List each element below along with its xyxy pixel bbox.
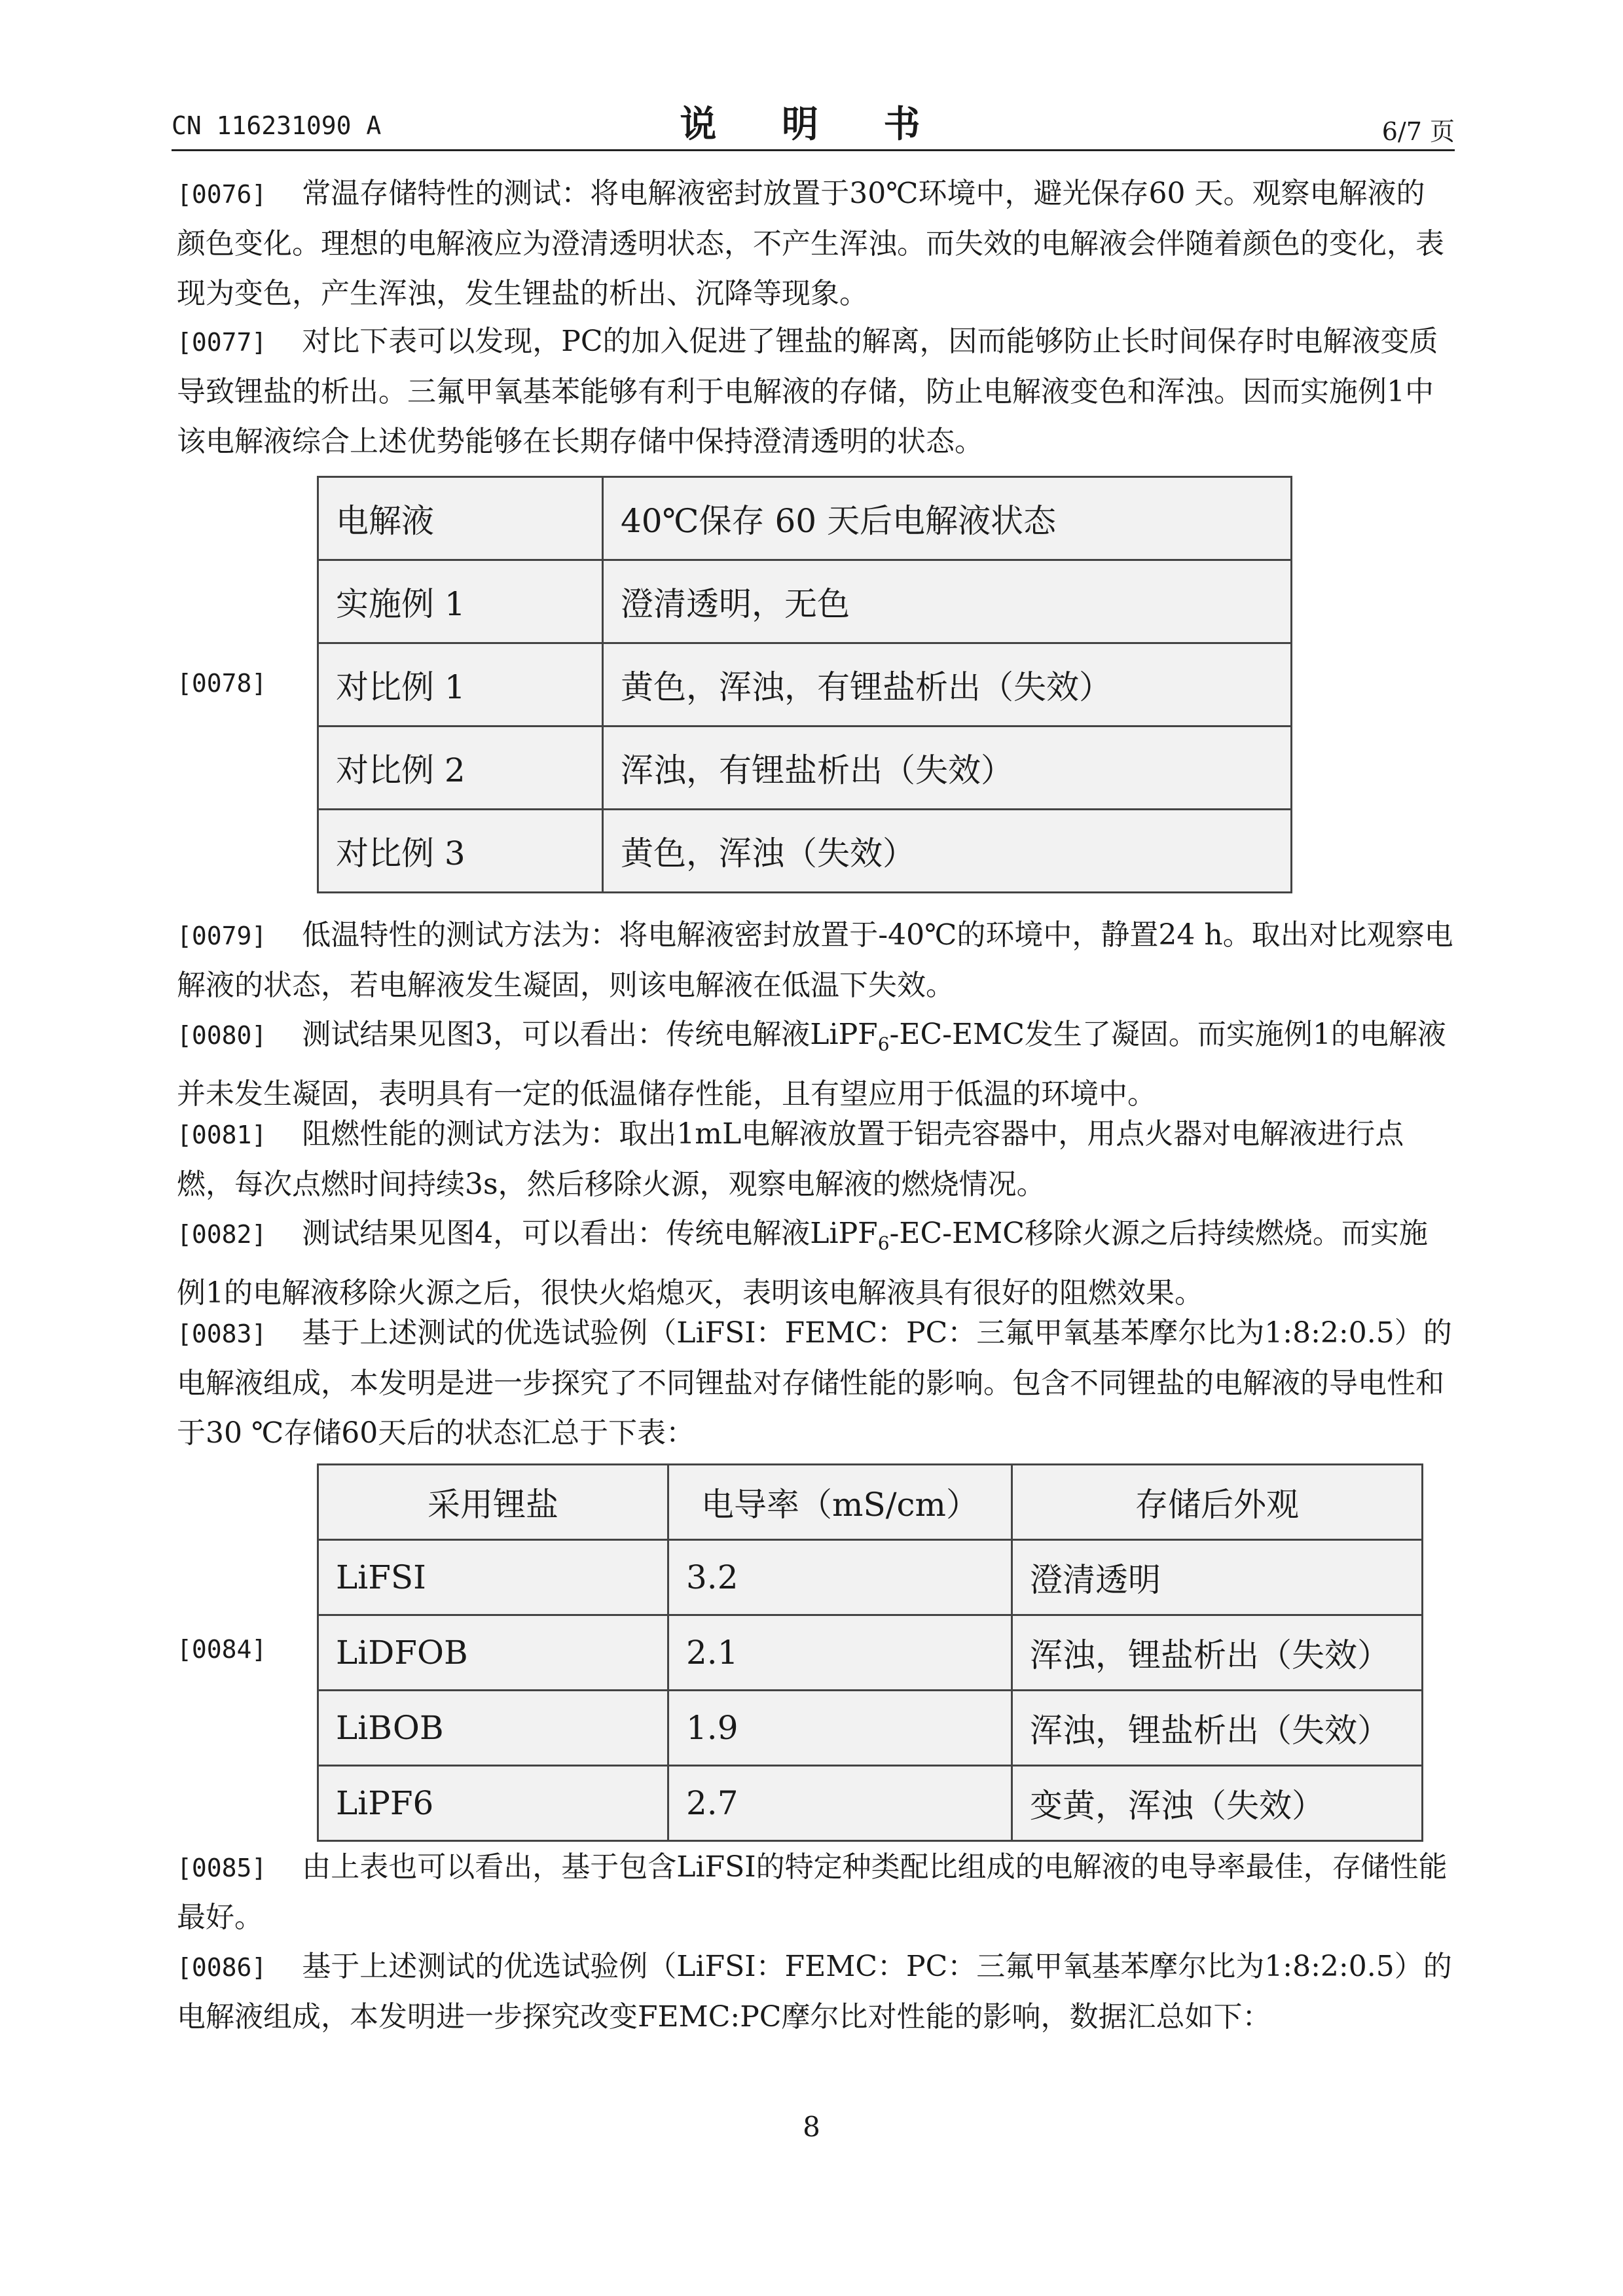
table-cell: 对比例 1 bbox=[318, 643, 603, 726]
page-label: 6/7 页 bbox=[1381, 117, 1455, 146]
paragraph-number: [0083] bbox=[177, 1319, 267, 1348]
paragraph-text: 基于上述测试的优选试验例（LiFSI：FEMC：PC：三氟甲氧基苯摩尔比为1:8:2:0.5）的电解液组成，本发明是进一步探究了不同锂盐对存储性能的影响。包含不同锂盐的电解液的导电性和于30 ℃存储60天后的状态汇总于下表： bbox=[177, 1316, 1452, 1450]
table-cell: 3.2 bbox=[668, 1540, 1012, 1615]
paragraph-text: 基于上述测试的优选试验例（LiFSI：FEMC：PC：三氟甲氧基苯摩尔比为1:8:2:0.5）的电解液组成，本发明进一步探究改变FEMC:PC摩尔比对性能的影响，数据汇总如下： bbox=[177, 1950, 1452, 2034]
table-cell: 2.1 bbox=[668, 1615, 1012, 1691]
subscript: 6 bbox=[877, 1232, 890, 1254]
paragraph-number: [0080] bbox=[177, 1021, 267, 1050]
paragraph-text: 对比下表可以发现，PC的加入促进了锂盐的解离，因而能够防止长时间保存时电解液变质导致锂盐的析出。三氟甲氧基苯能够有利于电解液的存储，防止电解液变色和浑浊。因而实施例1中该电解液综合上述优势能够在长期存储中保持澄清透明的状态。 bbox=[177, 325, 1438, 458]
table-cell: 对比例 3 bbox=[318, 810, 603, 893]
paragraph-0085 bbox=[177, 1842, 1453, 1943]
header-rule bbox=[172, 149, 1455, 151]
table-row bbox=[318, 810, 1292, 893]
table-cell: 1.9 bbox=[668, 1691, 1012, 1766]
page-number: 8 bbox=[803, 2111, 820, 2143]
table-cell: 黄色，浑浊，有锂盐析出（失效） bbox=[603, 643, 1292, 726]
paragraph-number: [0077] bbox=[177, 328, 267, 357]
table-header-cell: 采用锂盐 bbox=[318, 1465, 668, 1540]
doc-number: CN 116231090 A bbox=[172, 111, 382, 140]
table-cell: 澄清透明，无色 bbox=[603, 560, 1292, 643]
table-header-row bbox=[318, 1465, 1423, 1540]
paragraph-number: [0086] bbox=[177, 1953, 267, 1982]
paragraph-text: 低温特性的测试方法为：将电解液密封放置于-40℃的环境中，静置24 h。取出对比观察电解液的状态，若电解液发生凝固，则该电解液在低温下失效。 bbox=[177, 918, 1453, 1002]
paragraph-0081 bbox=[177, 1109, 1453, 1210]
paragraph-0083 bbox=[177, 1308, 1453, 1458]
table-header-cell: 电导率（mS/cm） bbox=[668, 1465, 1012, 1540]
table-cell: 实施例 1 bbox=[318, 560, 603, 643]
paragraph-number: [0082] bbox=[177, 1220, 267, 1249]
table-header-cell: 电解液 bbox=[318, 477, 603, 560]
table-cell: 变黄，浑浊（失效） bbox=[1012, 1766, 1423, 1841]
table-cell: 浑浊，锂盐析出（失效） bbox=[1012, 1615, 1423, 1691]
page-header bbox=[172, 92, 1455, 151]
table-cell: LiPF6 bbox=[318, 1766, 668, 1841]
table-header-cell: 存储后外观 bbox=[1012, 1465, 1423, 1540]
table-row bbox=[318, 726, 1292, 810]
paragraph-0079 bbox=[177, 910, 1453, 1011]
paragraph-text-a: 测试结果见图4，可以看出：传统电解液LiPF bbox=[302, 1217, 878, 1250]
doc-title: 说 明 书 bbox=[680, 103, 947, 146]
paragraph-text-a: 测试结果见图3，可以看出：传统电解液LiPF bbox=[302, 1018, 878, 1051]
table-row bbox=[318, 1691, 1423, 1766]
paragraph-text-b: -EC-EMC发生了凝固。而实施例1的电解液并未发生凝固，表明具有一定的低温储存性能，且有望应用于低温的环境中。 bbox=[177, 1018, 1446, 1111]
table2-label: [0084] bbox=[177, 1635, 267, 1664]
table-cell: 对比例 2 bbox=[318, 726, 603, 810]
paragraph-0076 bbox=[177, 169, 1453, 319]
paragraph-number: [0076] bbox=[177, 180, 267, 209]
table-row bbox=[318, 643, 1292, 726]
table-header-cell: 40℃保存 60 天后电解液状态 bbox=[603, 477, 1292, 560]
table-row bbox=[318, 1615, 1423, 1691]
table-cell: LiBOB bbox=[318, 1691, 668, 1766]
table-header-row bbox=[318, 477, 1292, 560]
table-cell: 澄清透明 bbox=[1012, 1540, 1423, 1615]
paragraph-text: 常温存储特性的测试：将电解液密封放置于30℃环境中，避光保存60 天。观察电解液的颜色变化。理想的电解液应为澄清透明状态，不产生浑浊。而失效的电解液会伴随着颜色的变化，表现为变色，产生浑浊，发生锂盐的析出、沉降等现象。 bbox=[177, 177, 1444, 310]
electrolyte-storage-table bbox=[317, 476, 1292, 893]
paragraph-0077 bbox=[177, 317, 1453, 467]
paragraph-text: 阻燃性能的测试方法为：取出1mL电解液放置于铝壳容器中，用点火器对电解液进行点燃，每次点燃时间持续3s，然后移除火源，观察电解液的燃烧情况。 bbox=[177, 1117, 1404, 1201]
table-cell: LiFSI bbox=[318, 1540, 668, 1615]
table-cell: 2.7 bbox=[668, 1766, 1012, 1841]
paragraph-number: [0081] bbox=[177, 1121, 267, 1149]
paragraph-0086 bbox=[177, 1942, 1453, 2042]
table-row bbox=[318, 560, 1292, 643]
table-cell: 浑浊，锂盐析出（失效） bbox=[1012, 1691, 1423, 1766]
paragraph-0082 bbox=[177, 1209, 1453, 1318]
table-cell: LiDFOB bbox=[318, 1615, 668, 1691]
lithium-salt-table bbox=[317, 1463, 1423, 1842]
table-row bbox=[318, 1766, 1423, 1841]
paragraph-0080 bbox=[177, 1010, 1453, 1119]
table1-label: [0078] bbox=[177, 669, 267, 698]
table-row bbox=[318, 1540, 1423, 1615]
paragraph-text: 由上表也可以看出，基于包含LiFSI的特定种类配比组成的电解液的电导率最佳，存储性能最好。 bbox=[177, 1850, 1448, 1934]
paragraph-number: [0085] bbox=[177, 1854, 267, 1882]
table-cell: 浑浊，有锂盐析出（失效） bbox=[603, 726, 1292, 810]
paragraph-number: [0079] bbox=[177, 922, 267, 950]
table-cell: 黄色，浑浊（失效） bbox=[603, 810, 1292, 893]
paragraph-text-b: -EC-EMC移除火源之后持续燃烧。而实施例1的电解液移除火源之后，很快火焰熄灭，表明该电解液具有很好的阻燃效果。 bbox=[177, 1217, 1428, 1310]
subscript: 6 bbox=[877, 1033, 890, 1055]
